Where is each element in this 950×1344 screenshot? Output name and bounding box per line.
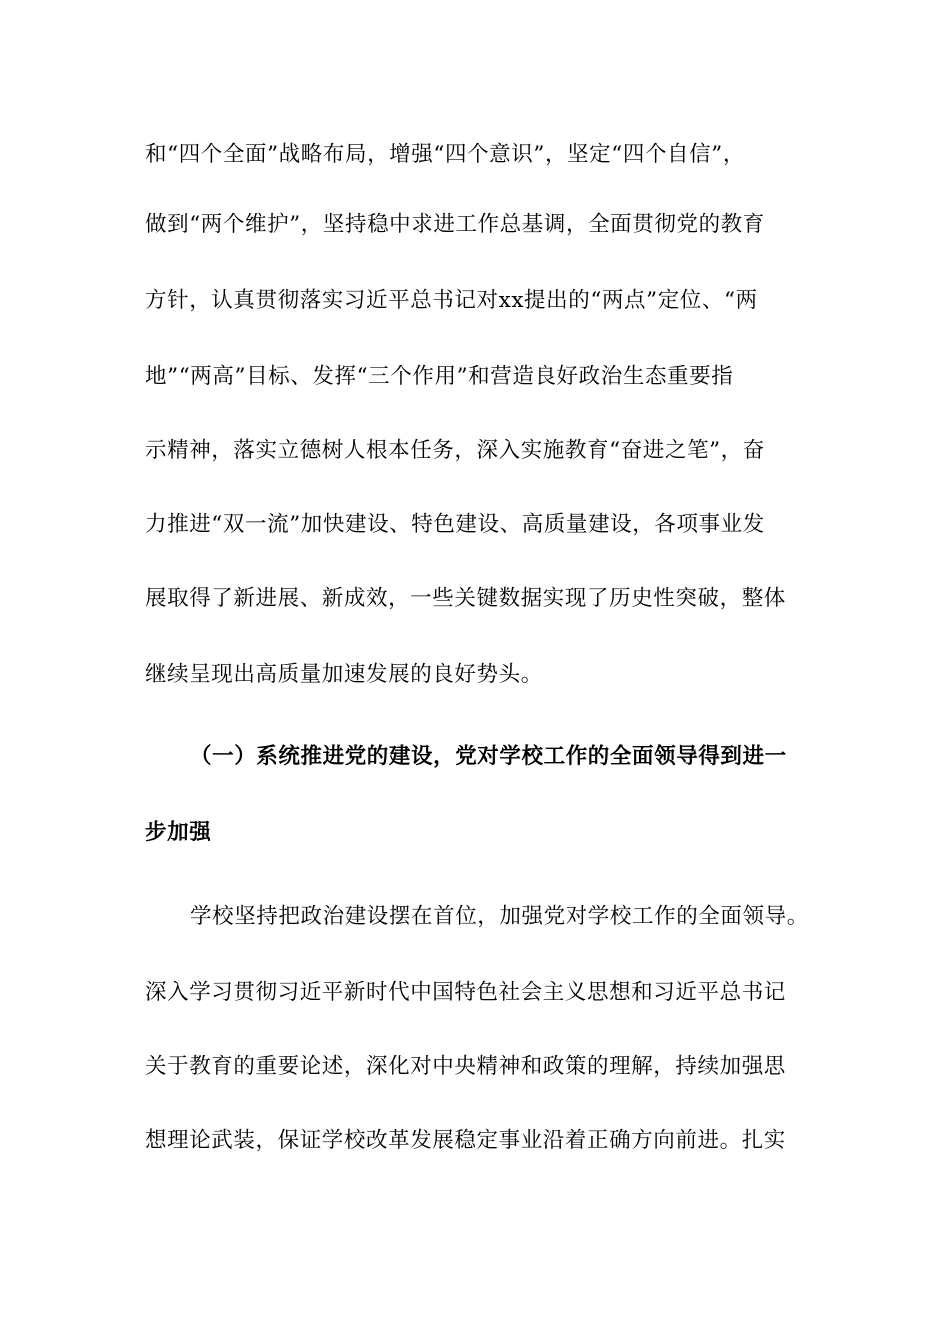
paragraph-1-line-6: 力推进“双一流”加快建设、特色建设、高质量建设，各项事业发 (145, 512, 765, 537)
paragraph-2-line-2: 深入学习贯彻习近平新时代中国特色社会主义思想和习近平总书记 (145, 980, 786, 1005)
paragraph-2-line-3: 关于教育的重要论述，深化对中央精神和政策的理解，持续加强思 (145, 1054, 786, 1079)
paragraph-2-line-4: 想理论武装，保证学校改革发展稳定事业沿着正确方向前进。扎实 (145, 1128, 786, 1153)
paragraph-1-line-2: 做到“两个维护”，坚持稳中求进工作总基调，全面贯彻党的教育 (145, 212, 765, 237)
paragraph-1-line-7: 展取得了新进展、新成效，一些关键数据实现了历史性突破，整体 (145, 586, 786, 611)
paragraph-1-line-8: 继续呈现出高质量加速发展的良好势头。 (145, 662, 543, 687)
paragraph-1-line-1: 和“四个全面”战略布局，增强“四个意识”，坚定“四个自信”， (145, 142, 745, 167)
paragraph-1-line-4: 地”“两高”目标、发挥“三个作用”和营造良好政治生态重要指 (145, 364, 734, 389)
paragraph-2-line-1: 学校坚持把政治建设摆在首位，加强党对学校工作的全面领导。 (190, 904, 809, 929)
section-heading-line-1: （一）系统推进党的建设，党对学校工作的全面领导得到进一 (190, 744, 787, 769)
section-heading-line-2: 步加强 (145, 820, 212, 845)
paragraph-1-line-3: 方针，认真贯彻落实习近平总书记对xx提出的“两点”定位、“两 (145, 288, 758, 313)
paragraph-1-line-5: 示精神，落实立德树人根本任务，深入实施教育“奋进之笔”，奋 (145, 438, 765, 463)
